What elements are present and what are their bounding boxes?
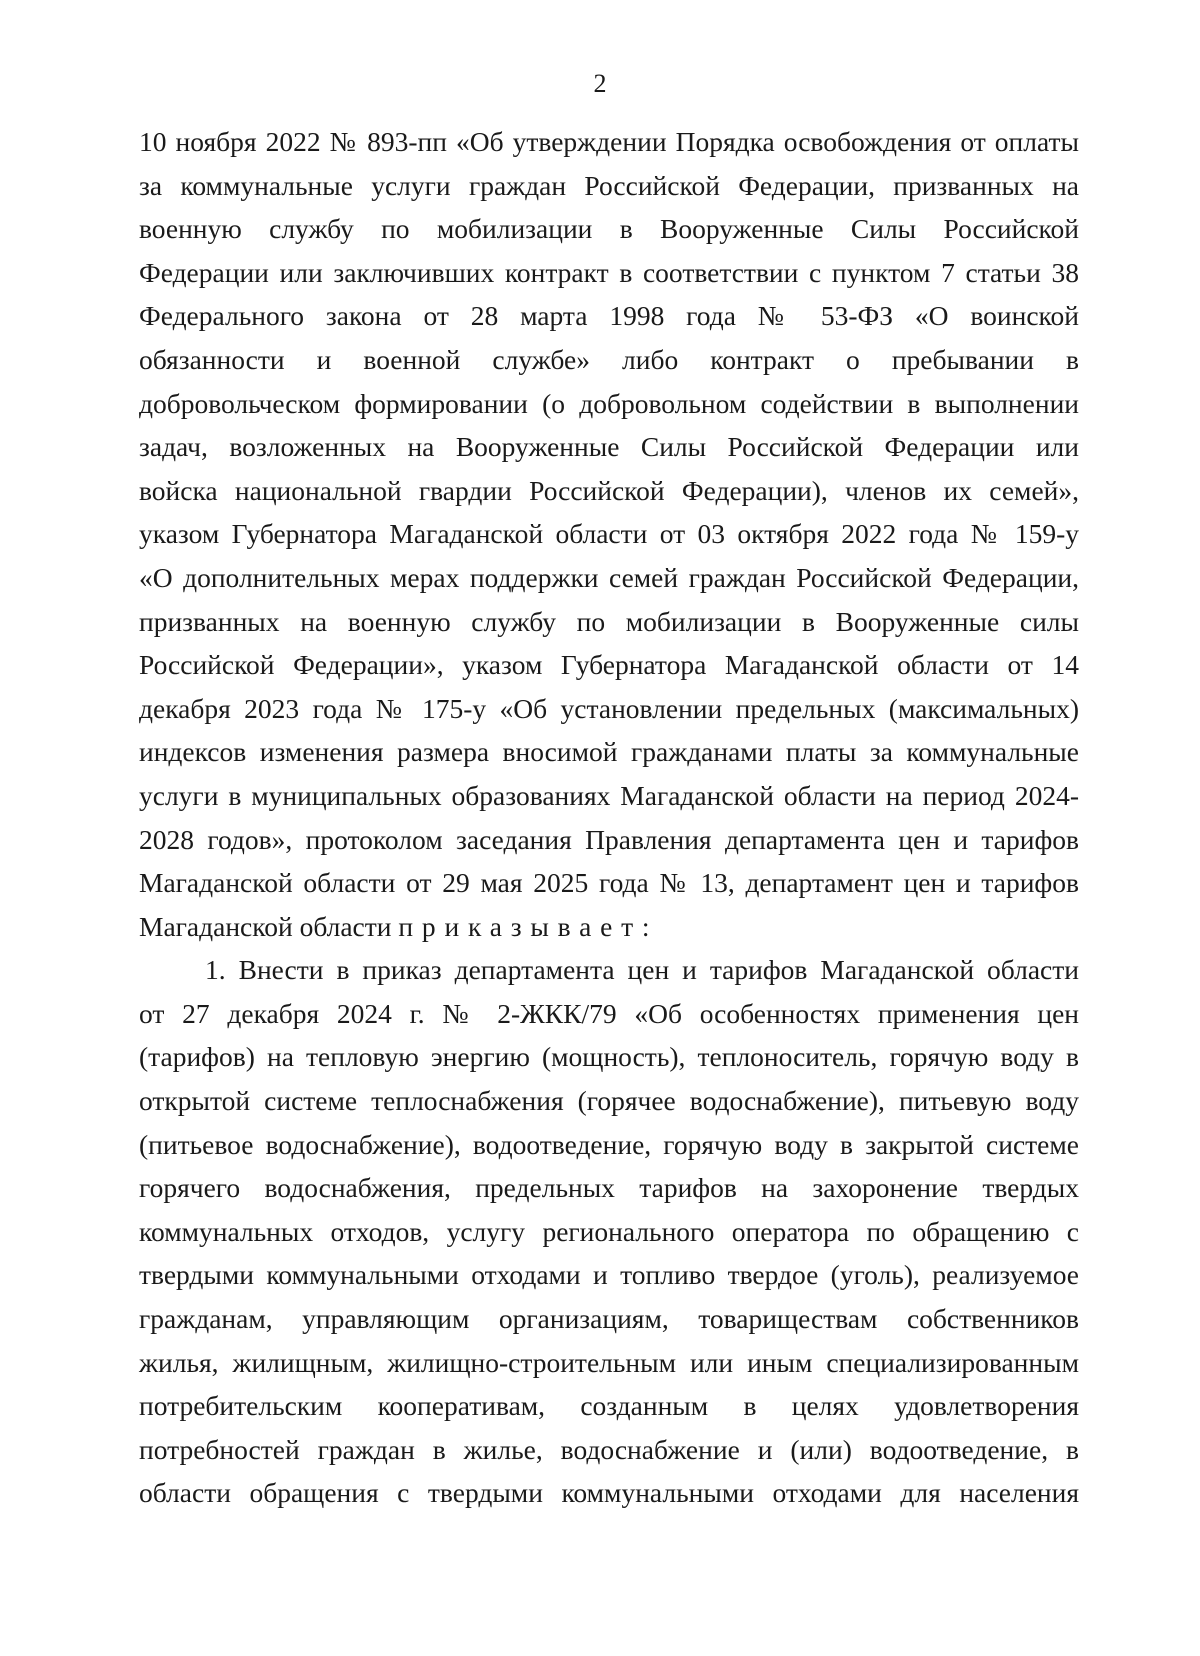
item-1-line: 1. Внести в приказ департамента цен и тарифов Магаданской области bbox=[205, 954, 1079, 986]
body-line: услуги в муниципальных образованиях Магаданской области на период 2024- bbox=[139, 779, 1079, 811]
body-line: военную службу по мобилизации в Вооруженные Силы Российской bbox=[139, 213, 1079, 245]
item-1-line: коммунальных отходов, услугу регионального оператора по обращению с bbox=[139, 1215, 1079, 1247]
body-line: обязанности и военной службе» либо контракт о пребывании в bbox=[139, 343, 1079, 375]
body-line: войска национальной гвардии Российской Федерации), членов их семей», bbox=[139, 474, 1079, 506]
item-1-line: открытой системе теплоснабжения (горячее водоснабжение), питьевую воду bbox=[139, 1085, 1079, 1117]
body-line: Федерального закона от 28 марта 1998 года № 53-ФЗ «О воинской bbox=[139, 300, 1079, 332]
order-word: приказывает bbox=[398, 910, 642, 942]
item-1-line: твердыми коммунальными отходами и топливо твердое (уголь), реализуемое bbox=[139, 1259, 1079, 1291]
body-line: призванных на военную службу по мобилизации в Вооруженные силы bbox=[139, 605, 1079, 637]
body-line: за коммунальные услуги граждан Российской Федерации, призванных на bbox=[139, 169, 1079, 201]
item-1-line: от 27 декабря 2024 г. № 2-ЖКК/79 «Об особенностях применения цен bbox=[139, 997, 1079, 1029]
item-1-line: горячего водоснабжения, предельных тарифов на захоронение твердых bbox=[139, 1172, 1079, 1204]
order-line-suffix: : bbox=[641, 910, 650, 942]
page-number: 2 bbox=[593, 69, 607, 98]
item-1-line: гражданам, управляющим организациям, товариществам собственников bbox=[139, 1303, 1079, 1335]
body-line: задач, возложенных на Вооруженные Силы Российской Федерации или bbox=[139, 431, 1079, 463]
item-1-line: области обращения с твердыми коммунальными отходами для населения bbox=[139, 1477, 1079, 1509]
item-1-line: (питьевое водоснабжение), водоотведение, горячую воду в закрытой системе bbox=[139, 1128, 1079, 1160]
body-line: 2028 годов», протоколом заседания Правления департамента цен и тарифов bbox=[139, 823, 1079, 855]
item-1-line: (тарифов) на тепловую энергию (мощность), теплоноситель, горячую воду в bbox=[139, 1041, 1079, 1073]
order-line-prefix: Магаданской области bbox=[139, 910, 399, 942]
body-line: Магаданской области от 29 мая 2025 года № 13, департамент цен и тарифов bbox=[139, 867, 1079, 899]
body-line: 10 ноября 2022 № 893-пп «Об утверждении Порядка освобождения от оплаты bbox=[139, 126, 1079, 157]
body-line: Федерации или заключивших контракт в соответствии с пунктом 7 статьи 38 bbox=[139, 256, 1079, 288]
body-line: «О дополнительных мерах поддержки семей граждан Российской Федерации, bbox=[139, 561, 1079, 593]
body-line: Российской Федерации», указом Губернатора Магаданской области от 14 bbox=[139, 649, 1079, 681]
body-line: добровольческом формировании (о добровольном содействии в выполнении bbox=[139, 387, 1079, 419]
item-1-line: потребностей граждан в жилье, водоснабжение и (или) водоотведение, в bbox=[139, 1433, 1079, 1465]
body-line: декабря 2023 года № 175-у «Об установлении предельных (максимальных) bbox=[139, 692, 1079, 724]
item-1-line: жилья, жилищным, жилищно-строительным или иным специализированным bbox=[139, 1346, 1079, 1378]
order-line bbox=[139, 905, 1079, 949]
item-1-line: потребительским кооперативам, созданным в целях удовлетворения bbox=[139, 1390, 1079, 1422]
body-line: указом Губернатора Магаданской области от 03 октября 2022 года № 159-у bbox=[139, 518, 1079, 550]
document-body bbox=[139, 120, 1079, 1515]
body-line: индексов изменения размера вносимой гражданами платы за коммунальные bbox=[139, 736, 1079, 768]
